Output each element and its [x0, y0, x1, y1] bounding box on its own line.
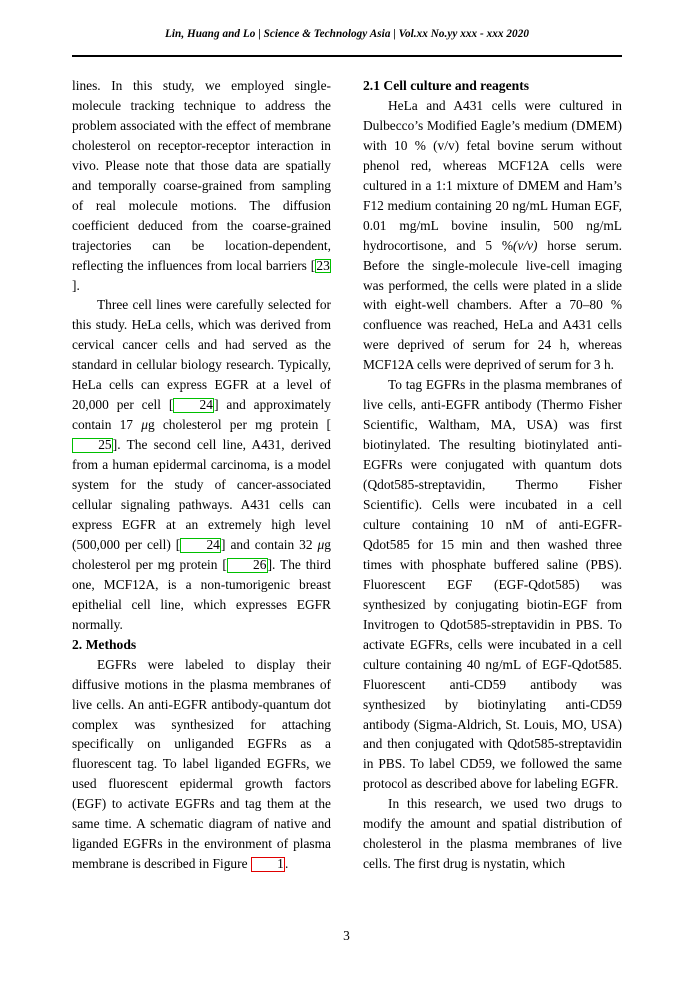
- paragraph-egfr-tagging: To tag EGFRs in the plasma membranes of live cells, anti-EGFR antibody (Thermo Fisher Scientific, Waltham, MA, USA) was first biotinylated. The resulting biotinylated anti-EGFRs were conjugated with quantum dots (Qdot585-streptavidin, Thermo Fisher Scientific). Cells were incubated in a cell culture containing 10 nM of anti-EGFR-Qdot585 for 15 min and then washed three times with phosphate buffered saline (PBS). Fluorescent EGF (EGF-Qdot585) was synthesized by conjugating biotin-EGF from Invitrogen to Qdot585-streptavidin in PBS. To activate EGFRs, cells were incubated in a cell culture containing 40 ng/mL of EGF-Qdot585. Fluorescent anti-CD59 antibody was synthesized by biotinylating anti-CD59 antibody (Sigma-Aldrich, St. Louis, MO, USA) and then conjugated with Qdot585-streptavidin in PBS. To label CD59, we followed the same protocol as described above for labeling EGFR.: [363, 377, 622, 792]
- paragraph-continued: [72, 76, 331, 295]
- citation-link-26[interactable]: 26: [227, 558, 268, 573]
- two-column-body: [72, 76, 622, 876]
- section-heading-methods: 2. Methods: [72, 636, 137, 652]
- paragraph-seg-3: g cholesterol per mg protein [: [147, 417, 332, 433]
- mu-symbol-1: μ: [141, 417, 148, 433]
- paragraph-seg-2: ] and approximately contain 17: [72, 397, 331, 433]
- right-column: [363, 76, 622, 874]
- paragraph-seg-5: ] and contain 32: [221, 536, 318, 552]
- paragraph-seg-1: Three cell lines were carefully selected for this study. HeLa cells, which was derived from cervical cancer cells and had served as the standard in cellular biology research. Typically, HeLa cells can express EGFR at a level of 20,000 per cell [: [72, 297, 331, 413]
- paragraph-seg-7: ]. The third one, MCF12A, is a non-tumorigenic breast epithelial cell line, which expresses EGFR normally.: [72, 556, 331, 632]
- paragraph-seg-4: ]. The second cell line, A431, derived from a human epidermal carcinoma, is a model system for the study of cancer-associated cellular signaling pathways. A431 cells can express EGFR at an extremely high level (500,000 per cell) [: [72, 437, 331, 552]
- citation-link-24a[interactable]: 24: [173, 398, 214, 413]
- citation-link-23[interactable]: 23: [316, 257, 330, 273]
- paragraph-seg-2: .: [284, 856, 289, 872]
- paragraph-cell-lines: [72, 295, 331, 634]
- mu-symbol-2: μ: [317, 536, 325, 552]
- citation-link-24b[interactable]: 24: [180, 538, 221, 553]
- paragraph-seg-6: g cholesterol per mg protein [: [72, 536, 331, 572]
- paragraph-seg-1: EGFRs were labeled to display their diffusive motions in the plasma membranes of live cells. An anti-EGFR antibody-quantum dot complex was synthesized for attaching specifically on unliganded EGFRs as a fluorescent tag. To label liganded EGFRs, we used fluorescent epidermal growth factors (EGF) to activate EGFRs and tag them at the same time. A schematic diagram of native and liganded EGFRs in the environment of plasma membrane is described in Figure: [72, 656, 331, 872]
- paragraph-text: lines. In this study, we employed single-molecule tracking technique to address the problem associated with the effect of membrane cholesterol on receptor-receptor interaction in vivo. Please note that those data are spatially and temporally coarse-grained from sampling of real molecule motions. The diffusion coefficient deduced from the coarse-grained trajectories can be location-dependent, reflecting the influences from local barriers [: [72, 78, 331, 273]
- figure-reference-link-1[interactable]: 1: [251, 857, 285, 872]
- paragraph-drugs: In this research, we used two drugs to modify the amount and spatial distribution of cholesterol in the plasma membranes of live cells. The first drug is nystatin, which: [363, 796, 622, 872]
- left-column: [72, 76, 331, 874]
- paragraph-text-tail: ].: [72, 277, 80, 293]
- running-header: Lin, Huang and Lo | Science & Technology Asia | Vol.xx No.yy xxx - xxx 2020: [165, 28, 529, 40]
- header-rule: [72, 55, 622, 57]
- page-number: 3: [343, 928, 350, 943]
- paragraph-seg-2: horse serum. Before the single-molecule live-cell imaging was performed, the cells were plated in a slide with eight-well chambers. After a 70–80 % confluence was reached, HeLa and A431 cells were deprived of serum for 24 h, whereas MCF12A cells were deprived of serum for 3 h.: [363, 237, 622, 373]
- volume-ratio-italic: (v/v): [512, 237, 538, 253]
- section-heading-cell-culture: 2.1 Cell culture and reagents: [363, 78, 530, 93]
- paragraph-egfr-labeling: [72, 655, 331, 874]
- citation-link-25[interactable]: 25: [72, 438, 113, 453]
- paragraph-seg-1: HeLa and A431 cells were cultured in Dulbecco’s Modified Eagle’s medium (DMEM) with 10 % (v/v) fetal bovine serum without phenol red, whereas MCF12A cells were cultured in a 1:1 mixture of DMEM and Ham’s F12 medium containing 20 ng/mL Human EGF, 0.01 mg/mL bovine insulin, 500 ng/mL hydrocortisone, and 5 %: [363, 97, 622, 253]
- paragraph-cell-culture: [363, 96, 622, 375]
